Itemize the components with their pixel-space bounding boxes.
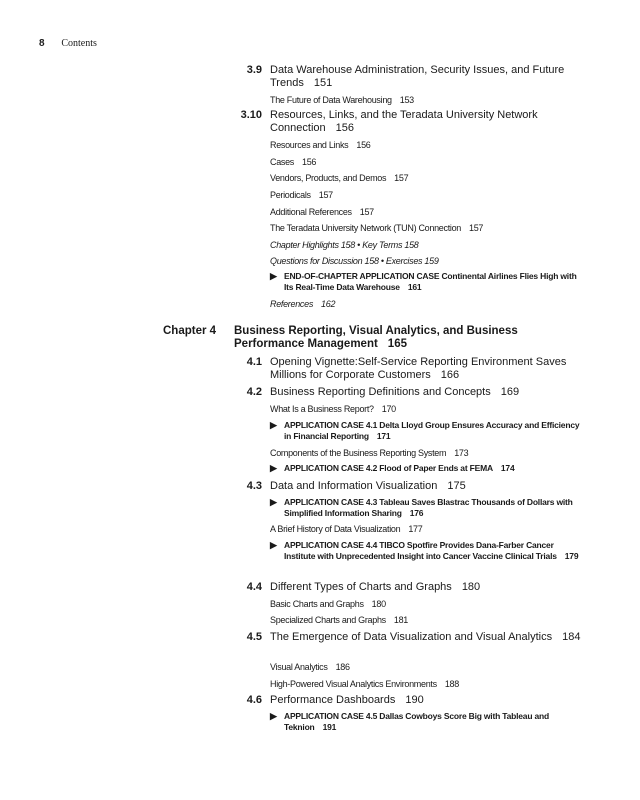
- application-case-text: APPLICATION CASE 4.4 TIBCO Spotfire Provides Dana-Farber Cancer Institute with Unprecedented Insight into Cancer Vaccine Clinical Trials: [284, 540, 557, 561]
- section-number: 3.10: [240, 109, 262, 121]
- subsection-title: [270, 189, 590, 201]
- page-ref: 170: [381, 404, 396, 414]
- section-number: 4.4: [246, 581, 262, 593]
- subsection-title: [270, 156, 590, 168]
- application-case-text: END-OF-CHAPTER APPLICATION CASE Continental Airlines Flies High with Its Real-Time Data Warehouse: [284, 271, 577, 292]
- section-title: [270, 109, 600, 135]
- subsection-title-text: The Teradata University Network (TUN) Connection: [270, 223, 462, 233]
- subsection-title-text: Resources and Links: [270, 140, 349, 150]
- subsection-title: [270, 94, 590, 106]
- page-ref: 180: [371, 599, 386, 609]
- application-case-text: APPLICATION CASE 4.5 Dallas Cowboys Score Big with Tableau and Teknion: [284, 711, 550, 732]
- section-number: 4.3: [246, 480, 262, 492]
- subsection-title: [270, 222, 590, 234]
- page-ref: 180: [461, 581, 481, 593]
- section-title-text: Business Reporting Definitions and Concepts: [270, 386, 491, 398]
- subsection-title: [270, 598, 590, 610]
- page-ref: 157: [318, 190, 333, 200]
- section-title-text: Data and Information Visualization: [270, 480, 438, 492]
- subsection-title-text: The Future of Data Warehousing: [270, 95, 392, 105]
- section-title-text: Resources, Links, and the Teradata University Network Connection: [270, 109, 538, 134]
- subsection-title: [270, 255, 590, 267]
- subsection-title: [270, 523, 590, 535]
- subsection-title-text: Additional References: [270, 207, 352, 217]
- page-ref: 184: [562, 631, 581, 643]
- page-ref: 181: [393, 615, 408, 625]
- subsection-title-text: A Brief History of Data Visualization: [270, 524, 401, 534]
- page-ref: 156: [356, 140, 371, 150]
- section-title: [270, 631, 600, 644]
- subsection-title: [270, 239, 590, 251]
- page-ref: 166: [440, 369, 460, 381]
- page-ref: 175: [447, 480, 466, 492]
- section-number: 3.9: [246, 64, 262, 76]
- triangle-bullet-icon: ▶: [270, 463, 277, 473]
- chapter-label: Chapter 4: [163, 325, 217, 337]
- page-ref: 169: [500, 386, 520, 398]
- page-ref: 171: [376, 431, 391, 441]
- subsection-title: [270, 661, 590, 673]
- subsection-title-text: What Is a Business Report?: [270, 404, 374, 414]
- page-ref: 186: [335, 662, 350, 672]
- subsection-title: [270, 678, 590, 690]
- section-number: 4.5: [246, 631, 262, 643]
- page-ref: 153: [399, 95, 414, 105]
- section-title: [270, 581, 600, 594]
- application-case-title: [284, 497, 584, 519]
- subsection-title-text: Questions for Discussion 158 • Exercises 159: [270, 256, 439, 266]
- subsection-title: [270, 139, 590, 151]
- page-ref: 177: [408, 524, 423, 534]
- section-title: [270, 694, 600, 707]
- page-ref: 190: [405, 694, 424, 706]
- subsection-title: [270, 172, 590, 184]
- subsection-title: [270, 298, 590, 310]
- page-ref: 188: [444, 679, 459, 689]
- subsection-title-text: References: [270, 299, 314, 309]
- page-ref: 176: [409, 508, 424, 518]
- page-header: [39, 38, 97, 49]
- section-title: [270, 480, 600, 493]
- running-head: Contents: [61, 38, 97, 49]
- application-case-text: APPLICATION CASE 4.3 Tableau Saves Blastrac Thousands of Dollars with Simplified Information Sharing: [284, 497, 573, 518]
- page-number: 8: [39, 38, 45, 49]
- subsection-title: [270, 206, 590, 218]
- page-ref: 174: [500, 463, 515, 473]
- section-title-text: Data Warehouse Administration, Security Issues, and Future Trends: [270, 64, 565, 89]
- section-title-text: Different Types of Charts and Graphs: [270, 581, 452, 593]
- application-case-title: [284, 540, 584, 562]
- application-case-title: [284, 420, 584, 442]
- subsection-title-text: Visual Analytics: [270, 662, 328, 672]
- section-number: 4.6: [246, 694, 262, 706]
- triangle-bullet-icon: ▶: [270, 497, 277, 507]
- subsection-title: [270, 403, 590, 415]
- page-ref: 157: [469, 223, 484, 233]
- page-ref: 151: [313, 77, 333, 89]
- triangle-bullet-icon: ▶: [270, 420, 277, 430]
- page-ref: 179: [564, 551, 579, 561]
- subsection-title: [270, 614, 590, 626]
- application-case-text: APPLICATION CASE 4.2 Flood of Paper Ends at FEMA: [284, 463, 493, 473]
- page-ref: 157: [359, 207, 374, 217]
- subsection-title: [270, 447, 590, 459]
- chapter-title: [234, 325, 564, 351]
- page-ref: 161: [407, 282, 422, 292]
- subsection-title-text: Vendors, Products, and Demos: [270, 173, 387, 183]
- subsection-title-text: Chapter Highlights 158 • Key Terms 158: [270, 240, 419, 250]
- triangle-bullet-icon: ▶: [270, 540, 277, 550]
- section-title-text: The Emergence of Data Visualization and Visual Analytics: [270, 631, 553, 643]
- page-ref: 162: [321, 299, 336, 309]
- page-ref: 157: [394, 173, 409, 183]
- section-title: [270, 356, 600, 382]
- page-ref: 165: [387, 338, 407, 350]
- subsection-title-text: Basic Charts and Graphs: [270, 599, 364, 609]
- application-case-title: [284, 711, 584, 733]
- section-number: 4.2: [246, 386, 262, 398]
- page-ref: 173: [454, 448, 469, 458]
- section-title: [270, 64, 600, 90]
- subsection-title-text: High-Powered Visual Analytics Environments: [270, 679, 437, 689]
- subsection-title-text: Cases: [270, 157, 295, 167]
- triangle-bullet-icon: ▶: [270, 271, 277, 281]
- triangle-bullet-icon: ▶: [270, 711, 277, 721]
- application-case-title: [284, 271, 584, 293]
- page-ref: 156: [335, 122, 355, 134]
- section-number: 4.1: [246, 356, 262, 368]
- subsection-title-text: Components of the Business Reporting System: [270, 448, 447, 458]
- subsection-title-text: Periodicals: [270, 190, 311, 200]
- section-title: [270, 386, 600, 399]
- page-ref: 156: [302, 157, 317, 167]
- section-title-text: Performance Dashboards: [270, 694, 396, 706]
- subsection-title-text: Specialized Charts and Graphs: [270, 615, 386, 625]
- page-ref: 191: [322, 722, 337, 732]
- chapter-title-text: Business Reporting, Visual Analytics, and Business Performance Management: [234, 325, 518, 350]
- section-title-text: Opening Vignette:Self-Service Reporting Environment Saves Millions for Corporate Customers: [270, 356, 567, 381]
- application-case-title: [284, 463, 584, 474]
- application-case-text: APPLICATION CASE 4.1 Delta Lloyd Group Ensures Accuracy and Efficiency in Financial Reporting: [284, 420, 580, 441]
